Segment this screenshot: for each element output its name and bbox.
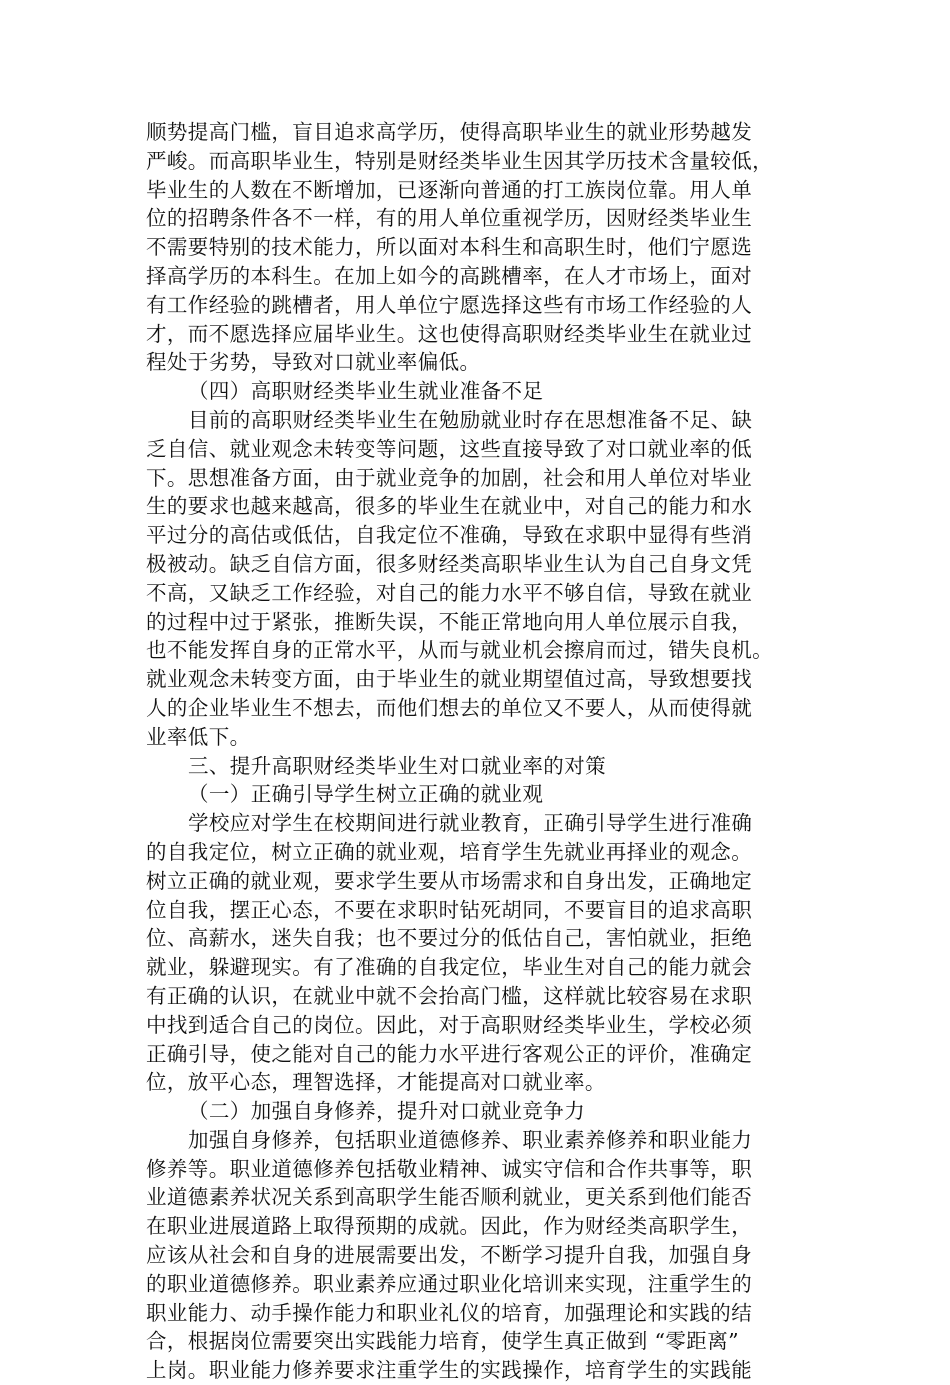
text-line: 程处于劣势，导致对口就业率偏低。	[146, 350, 481, 375]
text-line: 中找到适合自己的岗位。因此，对于高职财经类毕业生，学校必须	[146, 1012, 753, 1037]
text-line: 位自我，摆正心态，不要在求职时钻死胡同，不要盲目的追求高职	[146, 897, 753, 922]
text-line: 就业，躲避现实。有了准确的自我定位，毕业生对自己的能力就会	[146, 955, 753, 980]
text-line: 严峻。而高职毕业生，特别是财经类毕业生因其学历技术含量较低，	[146, 148, 773, 173]
text-line: 不高，又缺乏工作经验，对自己的能力水平不够自信，导致在就业	[146, 580, 753, 605]
text-line: 上岗。职业能力修养要求注重学生的实践操作，培育学生的实践能	[146, 1358, 753, 1383]
text-line: 树立正确的就业观，要求学生要从市场需求和自身出发，正确地定	[146, 868, 753, 893]
text-line: 极被动。缺乏自信方面，很多财经类高职毕业生认为自己自身文凭	[146, 551, 753, 576]
text-line: 乏自信、就业观念未转变等问题，这些直接导致了对口就业率的低	[146, 436, 753, 461]
text-line: 业道德素养状况关系到高职学生能否顺利就业，更关系到他们能否	[146, 1185, 753, 1210]
text-line: （一）正确引导学生树立正确的就业观	[188, 782, 544, 807]
text-line: 正确引导，使之能对自己的能力水平进行客观公正的评价，准确定	[146, 1041, 753, 1066]
text-line: 不需要特别的技术能力，所以面对本科生和高职生时，他们宁愿选	[146, 235, 753, 260]
text-line: 下。思想准备方面，由于就业竞争的加剧，社会和用人单位对毕业	[146, 465, 753, 490]
text-line: 修养等。职业道德修养包括敬业精神、诚实守信和合作共事等，职	[146, 1156, 753, 1181]
text-line: 顺势提高门槛，盲目追求高学历，使得高职毕业生的就业形势越发	[146, 120, 753, 144]
text-line: 位、高薪水，迷失自我；也不要过分的低估自己，害怕就业，拒绝	[146, 926, 753, 951]
text-line: 的过程中过于紧张，推断失误，不能正常地向用人单位展示自我，	[146, 609, 753, 634]
text-line: 才，而不愿选择应届毕业生。这也使得高职财经类毕业生在就业过	[146, 321, 753, 346]
text-line: （二）加强自身修养，提升对口就业竞争力	[188, 1099, 586, 1124]
text-line: 加强自身修养，包括职业道德修养、职业素养修养和职业能力	[188, 1127, 753, 1152]
text-line: 应该从社会和自身的进展需要出发，不断学习提升自我，加强自身	[146, 1243, 753, 1268]
text-line: 的自我定位，树立正确的就业观，培育学生先就业再择业的观念。	[146, 839, 753, 864]
text-line: 合，根据岗位需要突出实践能力培育，使学生真正做到 “零距离”	[146, 1329, 739, 1354]
text-line: 人的企业毕业生不想去，而他们想去的单位又不要人，从而使得就	[146, 695, 753, 720]
text-line: 毕业生的人数在不断增加，已逐渐向普通的打工族岗位靠。用人单	[146, 177, 753, 202]
text-line: 有正确的认识，在就业中就不会抬高门槛，这样就比较容易在求职	[146, 983, 753, 1008]
text-line: 有工作经验的跳槽者，用人单位宁愿选择这些有市场工作经验的人	[146, 292, 753, 317]
text-line: 择高学历的本科生。在加上如今的高跳槽率，在人才市场上，面对	[146, 263, 753, 288]
text-line: 就业观念未转变方面，由于毕业生的就业期望值过高，导致想要找	[146, 667, 753, 692]
text-line: 职业能力、动手操作能力和职业礼仪的培育，加强理论和实践的结	[146, 1300, 753, 1325]
text-line: 在职业进展道路上取得预期的成就。因此，作为财经类高职学生，	[146, 1214, 753, 1239]
text-line: 生的要求也越来越高，很多的毕业生在就业中，对自己的能力和水	[146, 494, 753, 519]
text-line: 位的招聘条件各不一样，有的用人单位重视学历，因财经类毕业生	[146, 206, 753, 231]
text-line: 业率低下。	[146, 724, 251, 749]
text-line: 也不能发挥自身的正常水平，从而与就业机会擦肩而过，错失良机。	[146, 638, 773, 663]
text-line: 学校应对学生在校期间进行就业教育，正确引导学生进行准确	[188, 811, 753, 836]
text-line: 平过分的高估或低估，自我定位不准确，导致在求职中显得有些消	[146, 523, 753, 548]
text-line: （四）高职财经类毕业生就业准备不足	[188, 379, 544, 404]
text-line: 三、提升高职财经类毕业生对口就业率的对策	[188, 753, 606, 778]
document-body	[146, 118, 806, 1385]
text-line: 目前的高职财经类毕业生在勉励就业时存在思想准备不足、缺	[188, 407, 753, 432]
text-line: 的职业道德修养。职业素养应通过职业化培训来实现，注重学生的	[146, 1271, 753, 1296]
text-line: 位，放平心态，理智选择，才能提高对口就业率。	[146, 1070, 606, 1095]
